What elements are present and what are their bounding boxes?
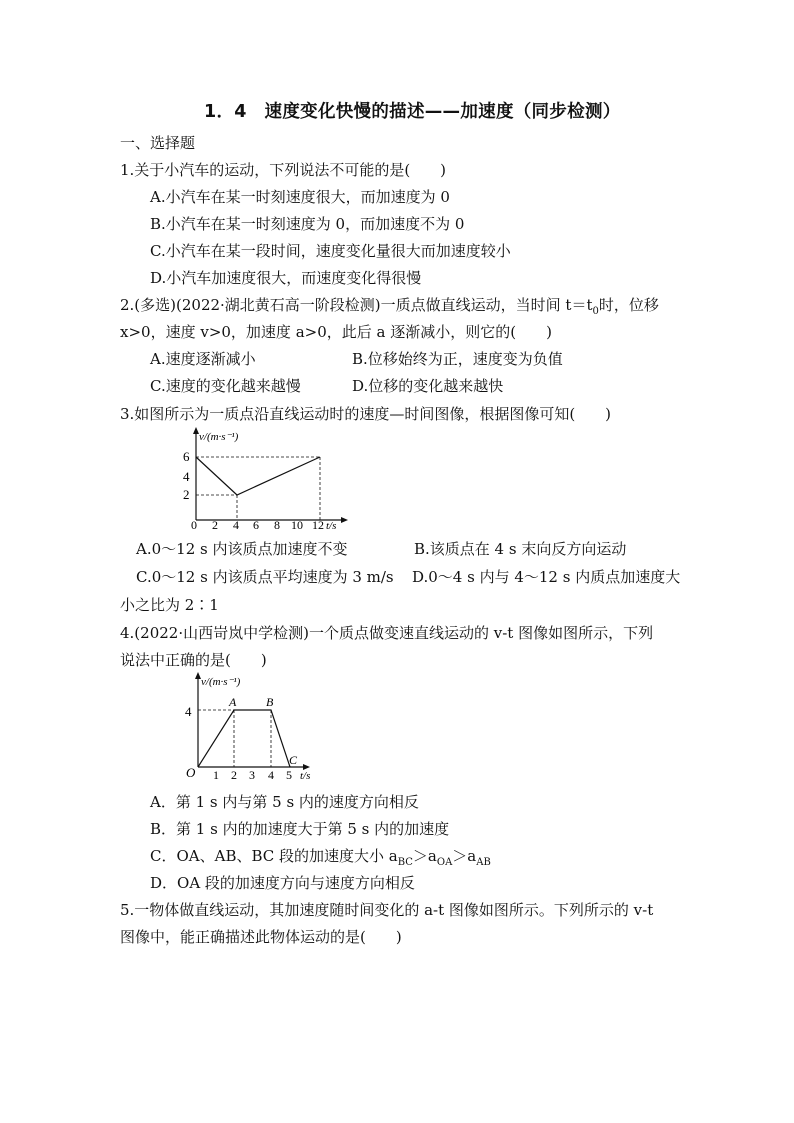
q4-xtick-4: 4: [268, 768, 274, 782]
section-heading: 一、选择题: [120, 134, 196, 152]
q4-vt-graph: [182, 670, 332, 786]
q4-xtick-3: 3: [249, 768, 255, 782]
q5-stem-line1: 5.一物体做直线运动，其加速度随时间变化的 a-t 图像如图所示。下列所示的 v-t: [120, 901, 654, 919]
q4-xtick-5: 5: [286, 768, 292, 782]
q2-option-b: B.位移始终为正，速度变为负值: [352, 350, 563, 368]
page-title: 1．4 速度变化快慢的描述——加速度（同步检测）: [204, 102, 621, 122]
q2-option-a: A.速度逐渐减小: [150, 350, 256, 368]
q4-option-c-sub-oa: OA: [436, 857, 453, 868]
q4-option-b: B．第 1 s 内的加速度大于第 5 s 内的加速度: [150, 820, 450, 838]
q3-ytick-6: 6: [183, 449, 190, 464]
q4-xtick-1: 1: [213, 768, 219, 782]
q1-option-c: C.小汽车在某一段时间，速度变化量很大而加速度较小: [150, 242, 511, 260]
q4-x-label: t/s: [300, 770, 311, 782]
q4-ytick-4: 4: [185, 704, 192, 719]
q3-xtick-6: 6: [253, 518, 259, 532]
q3-ytick-4: 4: [183, 469, 190, 484]
q2-stem-line1: [120, 294, 659, 317]
q4-option-c-gt1: ＞a: [412, 847, 437, 865]
q1-option-a: A.小汽车在某一时刻速度很大，而加速度为 0: [150, 188, 450, 206]
q4-option-c-text: C．OA、AB、BC 段的加速度大小 a: [150, 847, 398, 865]
q3-option-b: B.该质点在 4 s 末向反方向运动: [414, 540, 627, 558]
q2-stem-line2: x>0，速度 v>0，加速度 a>0，此后 a 逐渐减小，则它的( ): [120, 323, 552, 341]
q4-option-d: D．OA 段的加速度方向与速度方向相反: [150, 874, 415, 892]
q2-stem-subscript: 0: [592, 306, 599, 317]
q2-stem-text: 2.(多选)(2022·湖北黄石高一阶段检测)一质点做直线运动，当时间 t＝t: [120, 296, 593, 314]
q3-option-c: C.0～12 s 内该质点平均速度为 3 m/s: [136, 568, 394, 586]
q4-option-c-sub-bc: BC: [397, 857, 413, 868]
q4-point-a: A: [229, 695, 237, 709]
q3-option-d: D.0～4 s 内与 4～12 s 内质点加速度大: [412, 568, 681, 586]
q3-xtick-2: 2: [212, 518, 218, 532]
q4-option-c: [150, 845, 491, 868]
q3-stem: 3.如图所示为一质点沿直线运动时的速度—时间图像，根据图像可知( ): [120, 405, 612, 423]
q3-velocity-line: [196, 457, 320, 495]
q4-xtick-2: 2: [231, 768, 237, 782]
q4-point-c: C: [289, 753, 298, 767]
q1-option-b: B.小汽车在某一时刻速度为 0，而加速度不为 0: [150, 215, 465, 233]
q3-option-d-cont: 小之比为 2∶1: [120, 596, 219, 614]
q4-option-a: A．第 1 s 内与第 5 s 内的速度方向相反: [150, 793, 419, 811]
q2-stem-text-end: 时，位移: [598, 296, 659, 314]
q4-point-b: B: [266, 695, 274, 709]
q3-xtick-0: 0: [191, 518, 197, 532]
q2-option-c: C.速度的变化越来越慢: [150, 377, 301, 395]
q3-x-arrow: [341, 517, 348, 523]
q4-velocity-line: [198, 710, 290, 767]
q3-xtick-10: 10: [291, 518, 303, 532]
q3-option-a: A.0～12 s 内该质点加速度不变: [136, 540, 348, 558]
q3-xtick-4: 4: [233, 518, 239, 532]
q4-origin: O: [186, 765, 196, 780]
q4-stem-line2: 说法中正确的是( ): [120, 651, 267, 669]
q3-xtick-8: 8: [274, 518, 280, 532]
q1-stem: 1.关于小汽车的运动，下列说法不可能的是( ): [120, 161, 447, 179]
q1-option-d: D.小汽车加速度很大，而速度变化得很慢: [150, 269, 422, 287]
q4-stem-line1: 4.(2022·山西岢岚中学检测)一个质点做变速直线运动的 v-t 图像如图所示，下列: [120, 624, 654, 642]
q3-y-label: v/(m·s⁻¹): [199, 431, 239, 443]
q4-option-c-gt2: ＞a: [452, 847, 477, 865]
q5-stem-line2: 图像中，能正确描述此物体运动的是( ): [120, 928, 402, 946]
q3-vt-graph: [180, 426, 360, 532]
q3-ytick-2: 2: [183, 487, 190, 502]
q3-xtick-12: 12: [312, 518, 324, 532]
q3-x-label: t/s: [326, 520, 337, 532]
q4-option-c-sub-ab: AB: [476, 857, 491, 868]
q2-option-d: D.位移的变化越来越快: [352, 377, 504, 395]
q4-y-label: v/(m·s⁻¹): [201, 676, 241, 688]
